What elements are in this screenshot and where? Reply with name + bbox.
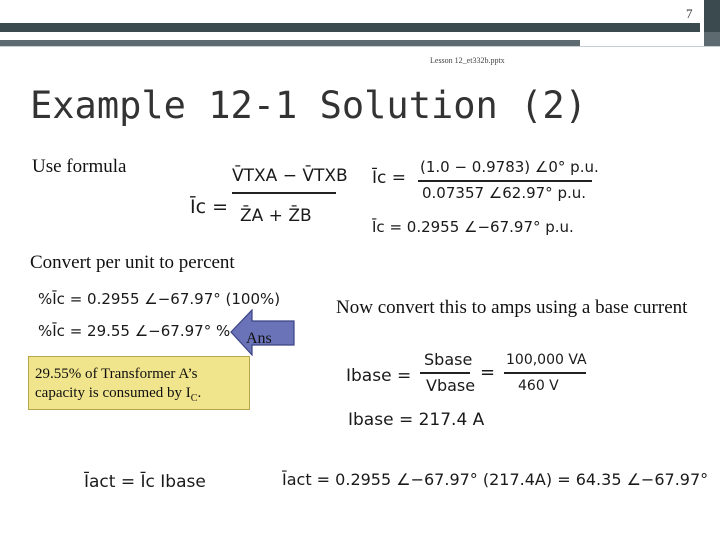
ic-formula-numerator: V̄TXA − V̄TXB <box>232 166 348 186</box>
top-bar-cap <box>704 0 720 32</box>
now-convert-text: Now convert this to amps using a base current <box>336 297 688 318</box>
ic-formula-denominator: Z̄A + Z̄B <box>240 206 312 226</box>
percent-line-1: %Īc = 0.2955 ∠−67.97° (100%) <box>38 290 281 308</box>
note-box <box>28 356 250 410</box>
sub-bar-line <box>0 46 720 47</box>
ic-result: Īc = 0.2955 ∠−67.97° p.u. <box>372 218 574 236</box>
ibase-value-bar <box>504 372 586 374</box>
ic-sub-lhs: Īc = <box>372 168 407 188</box>
ibase-equals: = <box>480 362 496 383</box>
ic-sub-bar <box>418 180 592 182</box>
ans-label: Ans <box>246 330 272 347</box>
ibase-lhs: Ibase = <box>346 366 412 386</box>
ibase-denominator-value: 460 V <box>518 378 559 394</box>
ic-sub-numerator: (1.0 − 0.9783) ∠0° p.u. <box>420 158 599 176</box>
slide-number: 7 <box>686 6 693 21</box>
use-formula-text: Use formula <box>32 156 127 177</box>
ic-formula-bar <box>232 192 336 194</box>
percent-line-2: %Īc = 29.55 ∠−67.97° % <box>38 322 231 340</box>
iact-result: Īact = 0.2955 ∠−67.97° (217.4A) = 64.35 ∠−67.97° <box>282 470 709 489</box>
ibase-denominator: Vbase <box>426 376 476 395</box>
note-end: . <box>197 385 202 401</box>
note-line-2: capacity is consumed by I <box>35 385 191 401</box>
note-line-1: 29.55% of Transformer A’s <box>35 366 198 382</box>
top-bar-cap-lower <box>704 32 720 46</box>
note-subscript: C <box>190 393 198 404</box>
file-name: Lesson 12_et332b.pptx <box>430 56 505 65</box>
slide-title: Example 12-1 Solution (2) <box>30 84 587 127</box>
ibase-numerator-value: 100,000 VA <box>506 352 587 368</box>
top-bar <box>0 23 700 32</box>
ibase-bar <box>420 372 470 374</box>
convert-percent-text: Convert per unit to percent <box>30 252 235 273</box>
ic-sub-denominator: 0.07357 ∠62.97° p.u. <box>422 184 587 202</box>
iact-formula: Īact = Īc Ibase <box>84 472 206 492</box>
ibase-numerator: Sbase <box>424 350 473 369</box>
ic-formula-lhs: Īc = <box>190 196 229 218</box>
ibase-result: Ibase = 217.4 A <box>348 410 485 430</box>
